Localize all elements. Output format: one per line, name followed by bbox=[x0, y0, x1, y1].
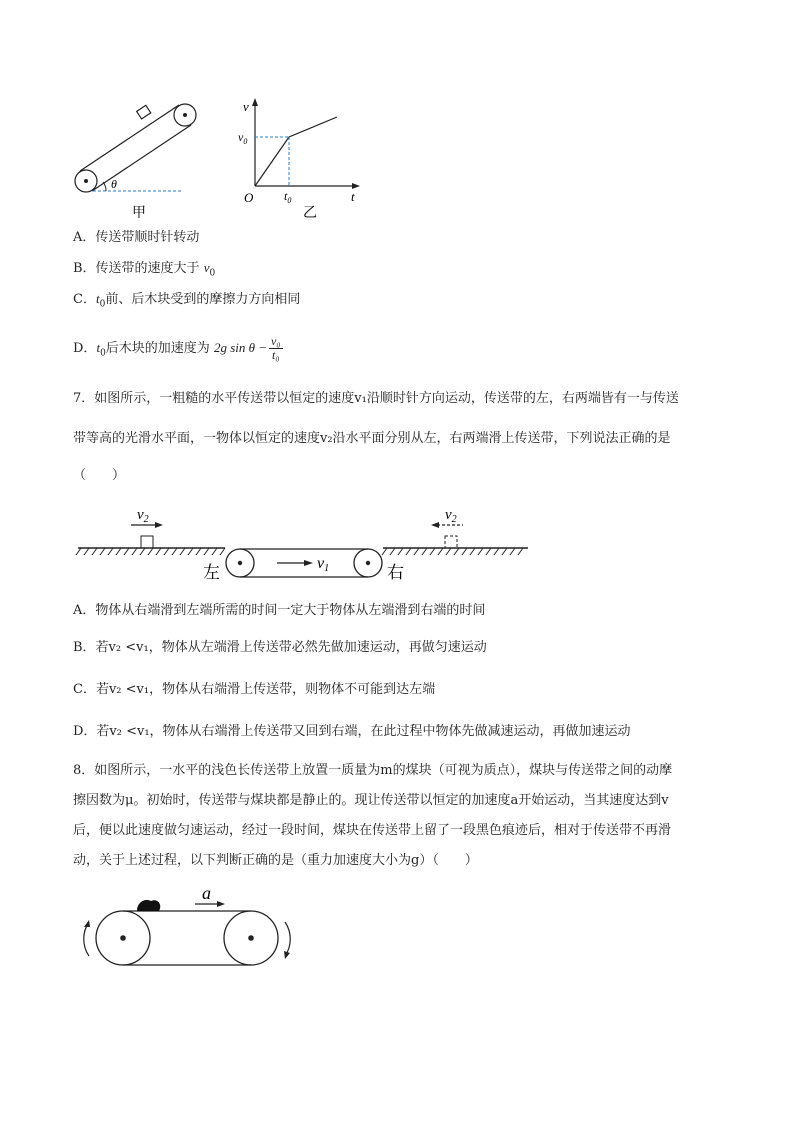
svg-text:t0 bbox=[284, 189, 291, 205]
inclined-conveyor bbox=[75, 104, 196, 192]
svg-text:v2 bbox=[137, 507, 149, 525]
q6-option-b bbox=[73, 259, 215, 283]
q8-stem-line3: 后，便以此速度做匀速运动，经过一段时间，煤块在传送带上留了一段黑色痕迹后，相对于传送带不再滑 bbox=[73, 823, 672, 838]
block-right bbox=[445, 536, 457, 548]
axis-v-label: v bbox=[243, 99, 249, 114]
svg-text:v0 bbox=[238, 130, 247, 146]
coal-block bbox=[137, 900, 160, 911]
q7-option-b: B．若v₂ <v₁，物体从左端滑上传送带必然先做加速运动，再做匀速运动 bbox=[73, 640, 487, 655]
q6-option-d-var: t bbox=[96, 340, 101, 355]
q8-figure bbox=[73, 880, 303, 980]
q6-figure bbox=[68, 95, 368, 225]
v1-sub: 1 bbox=[324, 563, 330, 574]
q8-stem-line1: 8．如图所示，一水平的浅色长传送带上放置一质量为m的煤块（可视为质点），煤块与传送带之间的动摩 bbox=[73, 763, 673, 778]
v0-label: v bbox=[238, 130, 244, 144]
q7-stem-line1: 7．如图所示，一粗糙的水平传送带以恒定的速度v₁沿顺时针方向运动，传送带的左，右两端皆有一与传送 bbox=[73, 391, 679, 406]
q6-option-b-sub: 0 bbox=[209, 268, 216, 279]
origin-label: O bbox=[244, 190, 254, 205]
vt-graph bbox=[238, 98, 360, 221]
v2-right-sub: 2 bbox=[451, 514, 457, 525]
v2-right-label: v bbox=[445, 507, 452, 523]
q7-option-c: C．若v₂ <v₁，物体从右端滑上传送带，则物体不可能到达左端 bbox=[73, 682, 436, 697]
v2-left-sub: 2 bbox=[143, 514, 149, 525]
v2-left-label: v bbox=[137, 507, 144, 523]
q6-option-d bbox=[73, 328, 283, 368]
q6-option-d-label: D． bbox=[73, 341, 97, 356]
q6-option-c-sub: 0 bbox=[99, 299, 106, 310]
accel-label: a bbox=[202, 883, 211, 903]
right-ground bbox=[382, 548, 528, 555]
q6-option-c bbox=[73, 290, 300, 314]
q8-stem-line2: 擦因数为μ。初始时，传送带与煤块都是静止的。现让传送带以恒定的加速度a开始运动，当其速度达到v bbox=[73, 793, 669, 808]
q6-option-d-fraction bbox=[269, 335, 283, 362]
q6-option-d-formula: 2g sin θ − bbox=[213, 340, 268, 355]
block-left bbox=[141, 536, 153, 548]
q7-stem-line3: （ ） bbox=[73, 468, 126, 483]
fraction-denominator: t₀ bbox=[272, 348, 280, 362]
axis-t-label: t bbox=[351, 189, 355, 204]
q6-option-b-text: B．传送带的速度大于 bbox=[73, 261, 200, 276]
label-jia: 甲 bbox=[132, 206, 146, 221]
q7-option-d: D．若v₂ <v₁，物体从右端滑上传送带又回到右端，在此过程中物体先做减速运动，再做加速运动 bbox=[73, 724, 631, 739]
q6-option-c-var: t bbox=[95, 291, 100, 306]
t0-sub: 0 bbox=[287, 196, 292, 205]
label-yi: 乙 bbox=[303, 206, 317, 221]
svg-text:v2 bbox=[445, 507, 457, 525]
t0-label: t bbox=[284, 189, 288, 203]
q8-stem-line4: 动，关于上述过程，以下判断正确的是（重力加速度大小为g）（ ） bbox=[73, 853, 478, 868]
label-left: 左 bbox=[203, 563, 220, 582]
left-ground bbox=[76, 548, 225, 555]
fraction-numerator: v₀ bbox=[271, 334, 281, 348]
q6-option-d-text: 后木块的加速度为 bbox=[105, 341, 210, 356]
q7-option-a: A．物体从右端滑到左端所需的时间一定大于物体从左端滑到右端的时间 bbox=[73, 603, 486, 618]
q6-option-b-var: v bbox=[203, 260, 210, 275]
q6-option-c-label: C． bbox=[73, 292, 96, 307]
q6-option-d-sub: 0 bbox=[100, 348, 106, 359]
q7-stem-line2: 带等高的光滑水平面，一物体以恒定的速度v₂沿水平面分别从左，右两端滑上传送带，下列说法正确的是 bbox=[73, 431, 671, 446]
label-right: 右 bbox=[387, 563, 404, 582]
svg-text:v1 bbox=[317, 555, 329, 574]
q6-option-c-text: 前、后木块受到的摩擦力方向相同 bbox=[105, 292, 301, 307]
q6-option-a: A．传送带顺时针转动 bbox=[73, 230, 200, 245]
theta-label: θ bbox=[111, 177, 117, 191]
v1-label: v bbox=[317, 555, 325, 572]
v0-sub: 0 bbox=[243, 137, 248, 146]
q7-figure bbox=[73, 500, 543, 590]
